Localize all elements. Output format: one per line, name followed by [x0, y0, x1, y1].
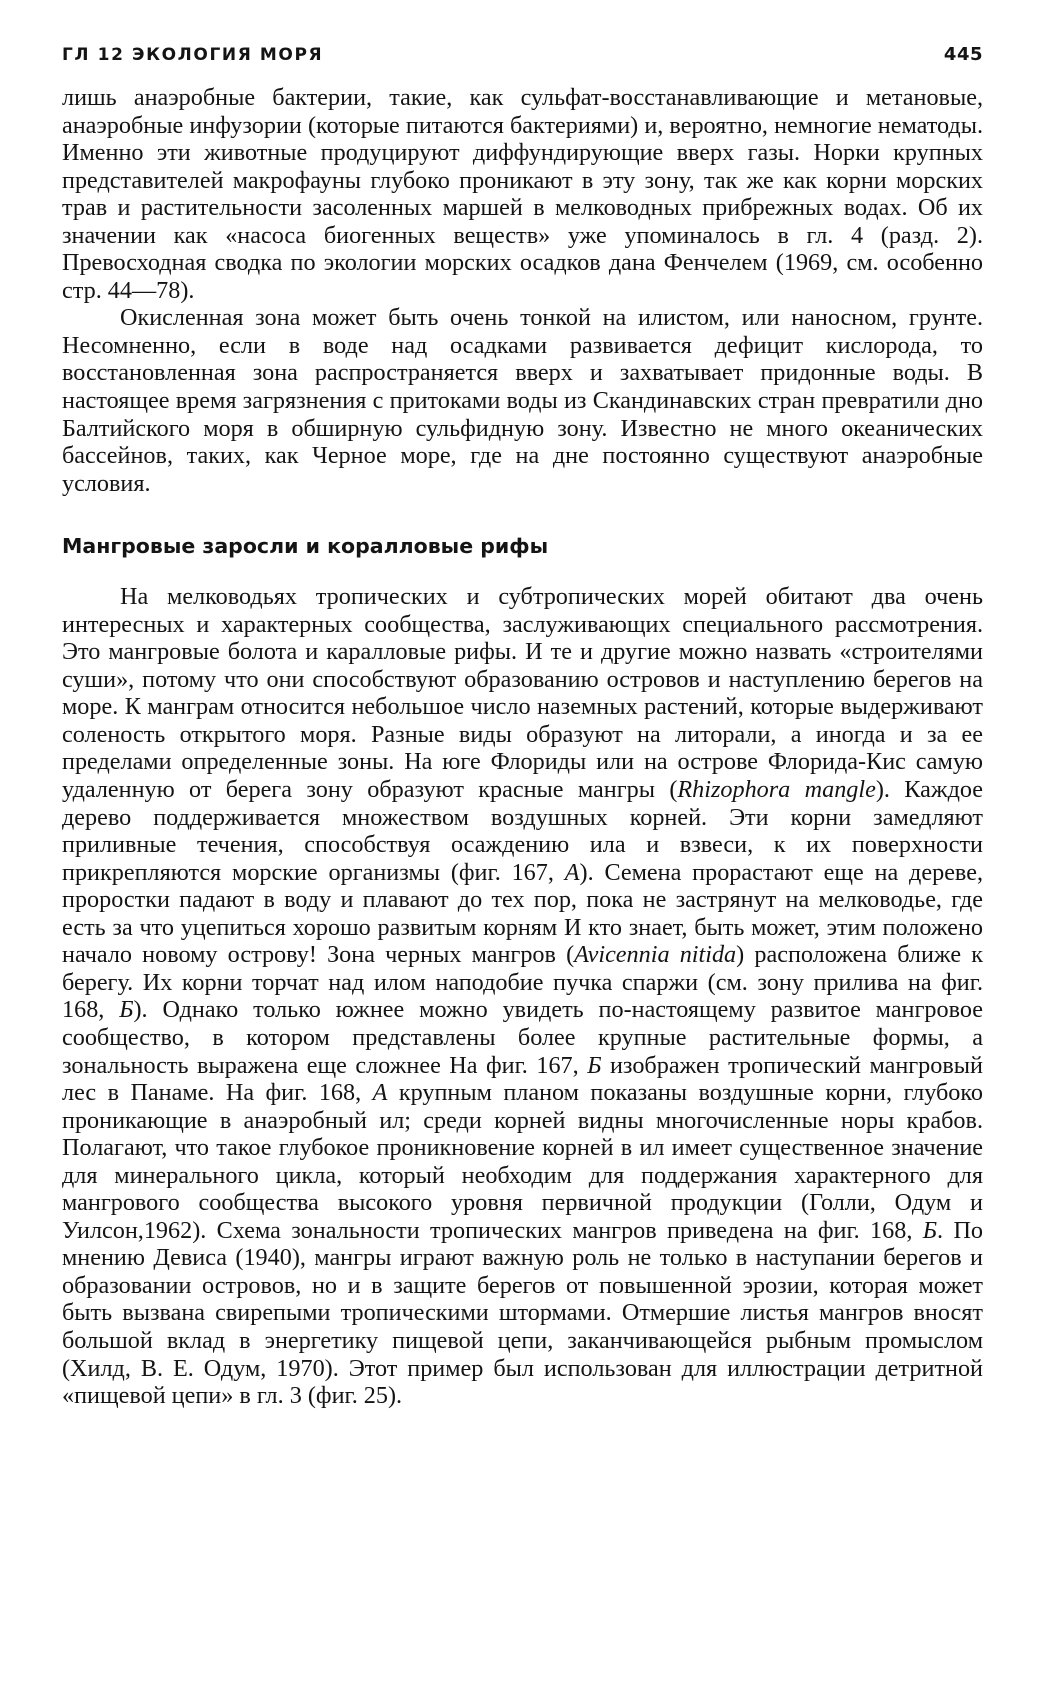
figure-ref-letter: Б: [587, 1051, 602, 1079]
figure-ref-letter: Б: [119, 996, 134, 1024]
figure-ref-letter: А: [372, 1079, 388, 1107]
text-run: . По мнению Девиса (1940), мангры играют важную роль не только в наступании берегов и образовании островов, но и в защите берегов от повышенной эрозии, которая может быть вызвана свирепыми тропическими штормами. Отмершие листья мангров вносят большой вклад в энергетику пищевой цепи, заканчивающейся рыбным промыслом (Хилд, В. Е. Одум, 1970). Этот пример был использован для иллюстрации детритной «пищевой цепи» в гл. 3 (фиг. 25).: [62, 1216, 983, 1410]
text-run: ) расположена ближе к берегу. Их корни торчат над илом наподобие пучка спаржи (см. зону прилива на фиг. 168,: [62, 941, 983, 1024]
page-number: 445: [943, 44, 983, 65]
text-run: ). Однако только южнее можно увидеть по-настоящему развитое мангровое сообщество, в котором представлены более крупные растительные формы, а зональность выражена еще сложнее На фиг. 167,: [62, 996, 983, 1079]
chapter-title: ГЛ 12 ЭКОЛОГИЯ МОРЯ: [62, 45, 324, 65]
species-name-red-mangrove: Rhizophora mangle: [677, 776, 876, 804]
paragraph-mangroves: [62, 583, 983, 1409]
figure-ref-letter: А: [564, 858, 580, 886]
section-heading: Мангровые заросли и коралловые рифы: [62, 534, 549, 559]
text-run: ). Семена прорастают еще на дереве, проростки падают в воду и плавают до тех пор, пока не застрянут на мелководье, где есть за что уцепиться хорошо развитым корням И кто знает, быть может, этим положено начало новому острову! Зона черных мангров (: [62, 858, 983, 969]
body-text: [62, 84, 983, 1410]
species-name-black-mangrove: Avicennia nitida: [574, 941, 737, 969]
book-page: [62, 44, 983, 1410]
running-header: [62, 44, 983, 84]
text-run: На мелководьях тропических и субтропических морей обитают два очень интересных и характерных сообщества, заслуживающих специального рассмотрения. Это мангровые болота и каралловые рифы. И те и другие можно назвать «строителями суши», потому что они способствуют образованию островов и наступлению берегов на море. К манграм относится небольшое число наземных растений, которые выдерживают соленость открытого моря. Разные виды образуют на литорали, а иногда и за ее пределами определенные зоны. На юге Флориды или на острове Флорида-Кис самую удаленную от берега зону образуют красные мангры (: [62, 583, 983, 804]
text-run: крупным планом показаны воздушные корни, глубоко проникающие в анаэробный ил; среди корней видны многочисленные норы крабов. Полагают, что такое глубокое проникновение корней в ил имеет существенное значение для минерального цикла, который необходим для поддержания характерного для мангрового сообщества высокого уровня первичной продукции (Голли, Одум и Уилсон,1962). Схема зональности тропических мангров приведена на фиг. 168,: [62, 1079, 983, 1244]
text-run: изображен тропический мангровый лес в Панаме. На фиг. 168,: [62, 1051, 983, 1107]
text-run: ). Каждое дерево поддерживается множеством воздушных корней. Эти корни замедляют приливные течения, способствуя осаждению ила и взвеси, к их поверхности прикрепляются морские организмы (фиг. 167,: [62, 776, 983, 886]
figure-ref-letter: Б: [922, 1216, 938, 1244]
paragraph-continued: лишь анаэробные бактерии, такие, как сульфат-восстанавливающие и метановые, анаэробные инфузории (которые питаются бактериями) и, вероятно, немногие нематоды. Именно эти животные продуцируют диффундирующие вверх газы. Норки крупных представителей макрофауны глубоко проникают в эту зону, так же как корни морских трав и растительности засоленных маршей в мелководных прибрежных водах. Об их значении как «насоса биогенных веществ» уже упоминалось в гл. 4 (разд. 2). Превосходная сводка по экологии морских осадков дана Фенчелем (1969, см. особенно стр. 44—78).: [62, 84, 983, 304]
paragraph-oxidized-zone: Окисленная зона может быть очень тонкой на илистом, или наносном, грунте. Несомненно, если в воде над осадками развивается дефицит кислорода, то восстановленная зона распространяется вверх и захватывает придонные воды. В настоящее время загрязнения с притоками воды из Скандинавских стран превратили дно Балтийского моря в обширную сульфидную зону. Известно не много океанических бассейнов, таких, как Черное море, где на дне постоянно существуют анаэробные условия.: [62, 304, 983, 497]
